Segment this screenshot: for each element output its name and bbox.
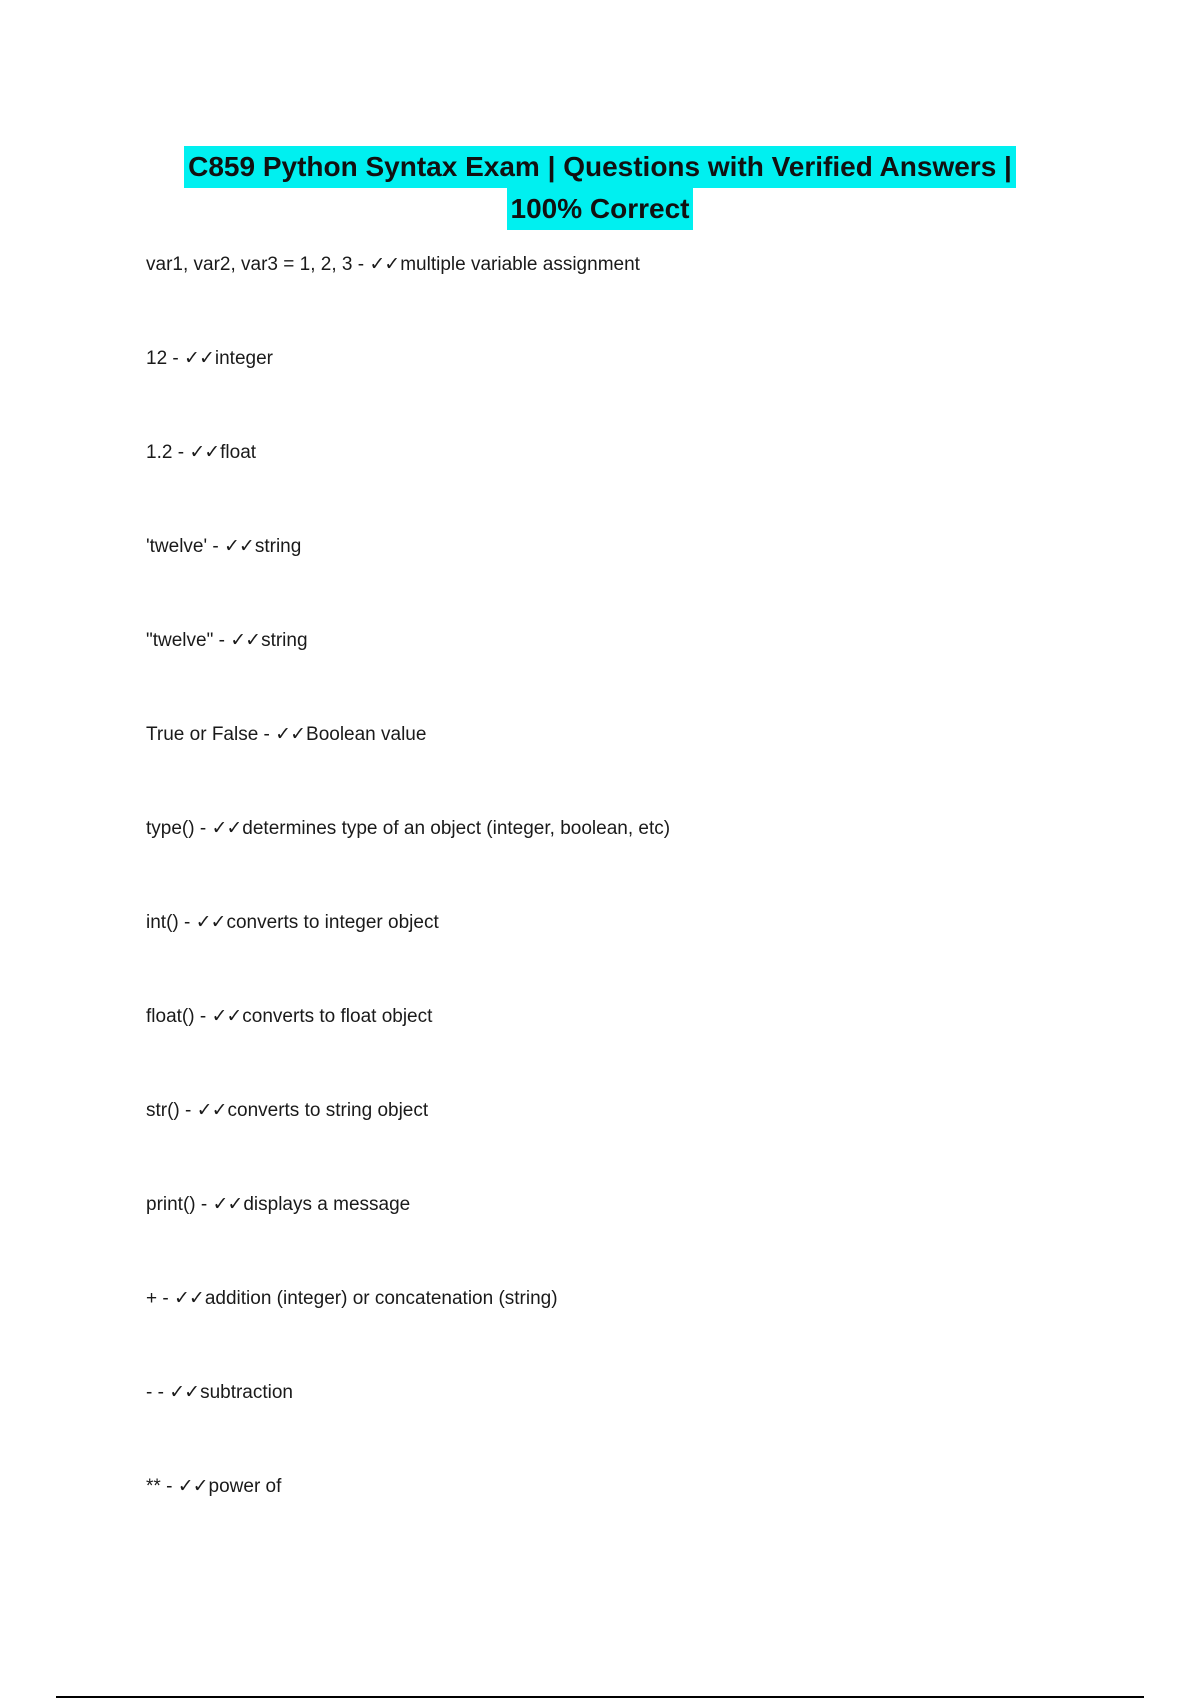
qa-term: - -	[146, 1382, 170, 1403]
double-check-icon: ✓✓	[230, 629, 261, 651]
qa-term: "twelve" -	[146, 630, 231, 651]
title-line-2: 100% Correct	[507, 188, 694, 230]
qa-term: float() -	[146, 1006, 212, 1027]
double-check-icon: ✓✓	[211, 1005, 242, 1027]
title-line-1: C859 Python Syntax Exam | Questions with Verified Answers |	[184, 146, 1016, 188]
qa-entry	[146, 1190, 1106, 1284]
document-title	[0, 146, 1200, 230]
qa-entry	[146, 1096, 1106, 1190]
qa-answer: converts to float object	[242, 1006, 433, 1027]
qa-entry	[146, 908, 1106, 1002]
qa-answer: power of	[208, 1476, 282, 1497]
qa-term: int() -	[146, 912, 196, 933]
qa-term: + -	[146, 1288, 174, 1309]
qa-entry	[146, 814, 1106, 908]
qa-answer: string	[254, 536, 302, 557]
qa-entry	[146, 1002, 1106, 1096]
qa-answer: float	[220, 442, 257, 463]
qa-answer: addition (integer) or concatenation (string)	[204, 1288, 558, 1309]
qa-answer: Boolean value	[306, 724, 427, 745]
qa-list	[146, 250, 1106, 1566]
qa-answer: determines type of an object (integer, boolean, etc)	[242, 818, 671, 839]
qa-entry	[146, 1472, 1106, 1566]
qa-answer: subtraction	[200, 1382, 294, 1403]
qa-entry	[146, 720, 1106, 814]
qa-term: var1, var2, var3 = 1, 2, 3 -	[146, 254, 370, 275]
qa-entry	[146, 438, 1106, 532]
qa-answer: displays a message	[243, 1194, 411, 1215]
qa-term: type() -	[146, 818, 212, 839]
qa-term: True or False -	[146, 724, 276, 745]
double-check-icon: ✓✓	[173, 1287, 204, 1309]
qa-entry	[146, 1378, 1106, 1472]
double-check-icon: ✓✓	[212, 1193, 243, 1215]
footer-divider	[56, 1696, 1144, 1698]
qa-term: 12 -	[146, 348, 185, 369]
qa-term: 1.2 -	[146, 442, 190, 463]
double-check-icon: ✓✓	[195, 911, 226, 933]
double-check-icon: ✓✓	[275, 723, 306, 745]
double-check-icon: ✓✓	[184, 347, 214, 369]
qa-entry	[146, 1284, 1106, 1378]
qa-term: 'twelve' -	[146, 536, 224, 557]
qa-answer: converts to string object	[227, 1100, 429, 1121]
qa-answer: converts to integer object	[226, 912, 439, 933]
double-check-icon: ✓✓	[196, 1099, 227, 1121]
qa-answer: string	[261, 630, 308, 651]
double-check-icon: ✓✓	[169, 1381, 200, 1403]
qa-entry	[146, 344, 1106, 438]
double-check-icon: ✓✓	[177, 1475, 208, 1497]
qa-answer: integer	[214, 348, 273, 369]
qa-entry	[146, 532, 1106, 626]
qa-term: print() -	[146, 1194, 213, 1215]
qa-entry	[146, 626, 1106, 720]
double-check-icon: ✓✓	[189, 441, 220, 463]
double-check-icon: ✓✓	[369, 253, 400, 275]
double-check-icon: ✓✓	[211, 817, 242, 839]
qa-answer: multiple variable assignment	[400, 254, 640, 275]
qa-term: str() -	[146, 1100, 197, 1121]
qa-entry	[146, 250, 1106, 344]
double-check-icon: ✓✓	[224, 535, 254, 557]
qa-term: ** -	[146, 1476, 178, 1497]
